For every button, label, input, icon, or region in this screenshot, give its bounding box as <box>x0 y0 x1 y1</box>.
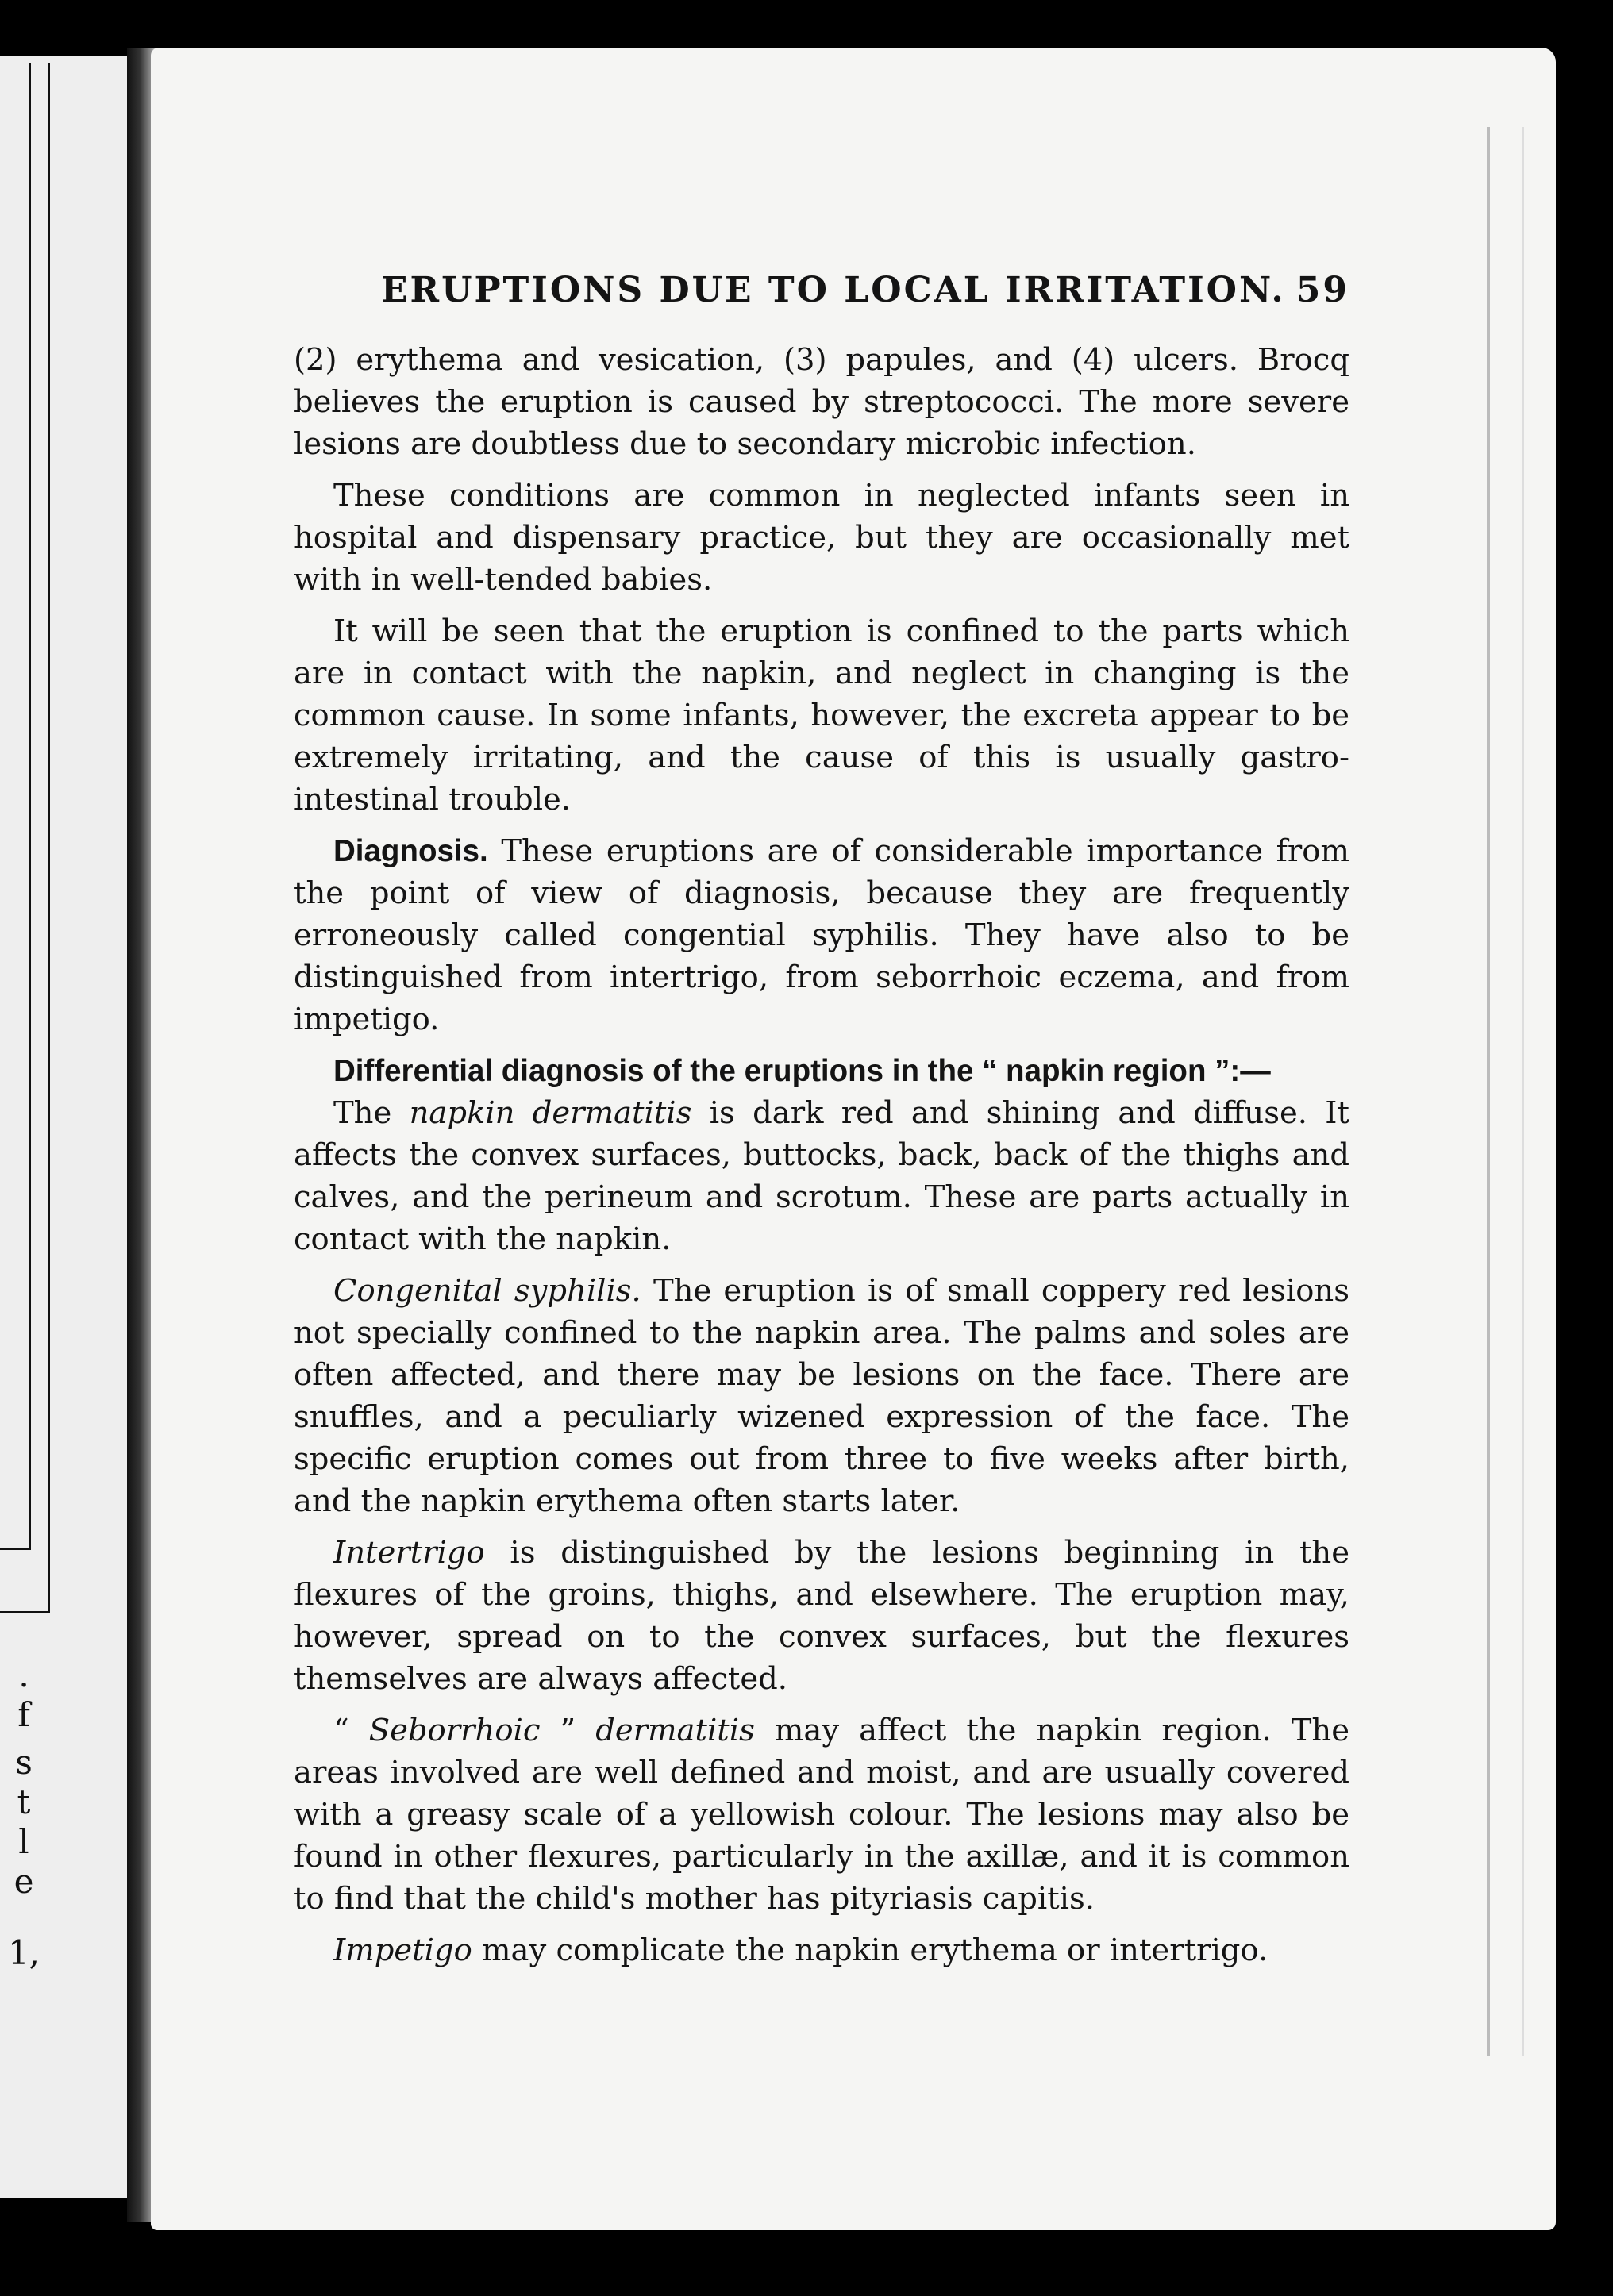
paragraph <box>294 1929 1349 1971</box>
paragraph <box>294 1092 1349 1260</box>
running-head <box>294 270 1349 310</box>
paragraph-text: ” <box>540 1713 596 1748</box>
left-page-fragment: s <box>15 1743 33 1782</box>
italic-term: Congenital syphilis. <box>333 1273 641 1309</box>
paragraph <box>294 1710 1349 1920</box>
paragraph-text: These eruptions are of considerable importance from the point of view of diagnosis, because they are frequently erroneously called congential syphilis. They have also to be distinguished from intertrigo, from seborrhoic eczema, and from impetigo. <box>294 833 1349 1037</box>
page-content <box>294 270 1349 1981</box>
paragraph: These conditions are common in neglected infants seen in hospital and dispensary practice, but they are occasionally met with in well-tended babies. <box>294 478 1349 598</box>
paragraph-text: is distinguished by the lesions beginning in the flexures of the groins, thighs, and elsewhere. The eruption may, however, spread on to the convex surfaces, but the flexures themselves are always affected. <box>294 1535 1349 1697</box>
left-page-fragment: l <box>18 1822 29 1861</box>
left-page-fragment: 1, <box>7 1933 40 1972</box>
page-edge <box>1487 127 1524 2056</box>
italic-term: dermatitis <box>595 1713 755 1748</box>
running-head-title: ERUPTIONS DUE TO LOCAL IRRITATION. <box>381 270 1286 310</box>
italic-term: napkin dermatitis <box>409 1095 692 1131</box>
left-page-fragment: e <box>13 1862 34 1901</box>
left-facing-page <box>0 56 139 2198</box>
paragraph-text: is dark red and shining and diffuse. It affects the convex surfaces, buttocks, back, back of the thighs and calves, and the perineum and scrotum. These are parts actually in contact with the napkin. <box>294 1095 1349 1257</box>
paragraph <box>294 830 1349 1040</box>
italic-term: Impetigo <box>333 1933 472 1968</box>
left-page-fragment: . <box>18 1656 29 1694</box>
italic-term: Intertrigo <box>333 1535 485 1571</box>
page-number: 59 <box>1295 270 1349 310</box>
left-page-fragment: f <box>17 1695 30 1734</box>
paragraph-text: The eruption is of small coppery red lesions not specially confined to the napkin area. The palms and soles are often affected, and there may be lesions on the face. There are snuffles, and a peculiarly wizened expression of the face. The specific eruption comes out from three to five weeks after birth, and the napkin erythema often starts later. <box>294 1273 1349 1519</box>
paragraph: It will be seen that the eruption is confined to the parts which are in contact with the napkin, and neglect in changing is the common cause. In some infants, however, the excreta appear to be extremely irritating, and the cause of this is usually gastro-intestinal trouble. <box>294 613 1349 817</box>
diagnosis-heading: Diagnosis. <box>333 834 488 868</box>
paragraph-text: “ <box>333 1713 369 1748</box>
paragraph: (2) erythema and vesication, (3) papules, and (4) ulcers. Brocq believes the eruption is caused by streptococci. The more severe lesions are doubtless due to secondary microbic infection. <box>294 342 1349 462</box>
section-heading: Differential diagnosis of the eruptions in the “ napkin region ”:— <box>333 1054 1271 1088</box>
paragraph-text: may complicate the napkin erythema or intertrigo. <box>472 1933 1268 1968</box>
paragraph-text: The <box>333 1095 410 1131</box>
paragraph <box>294 1532 1349 1700</box>
paragraph-text: may affect the napkin region. The areas involved are well defined and moist, and are usually covered with a greasy scale of a yellowish colour. The lesions may also be found in other flexures, particularly in the axillæ, and it is common to find that the child's mother has pityriasis capitis. <box>294 1713 1349 1917</box>
left-page-figure-inner-border <box>0 63 31 1550</box>
left-page-fragment: t <box>17 1783 31 1821</box>
book-page <box>151 48 1556 2230</box>
paragraph <box>294 1270 1349 1522</box>
left-page-figure-border <box>0 63 50 1613</box>
italic-term: Seborrhoic <box>368 1713 541 1748</box>
